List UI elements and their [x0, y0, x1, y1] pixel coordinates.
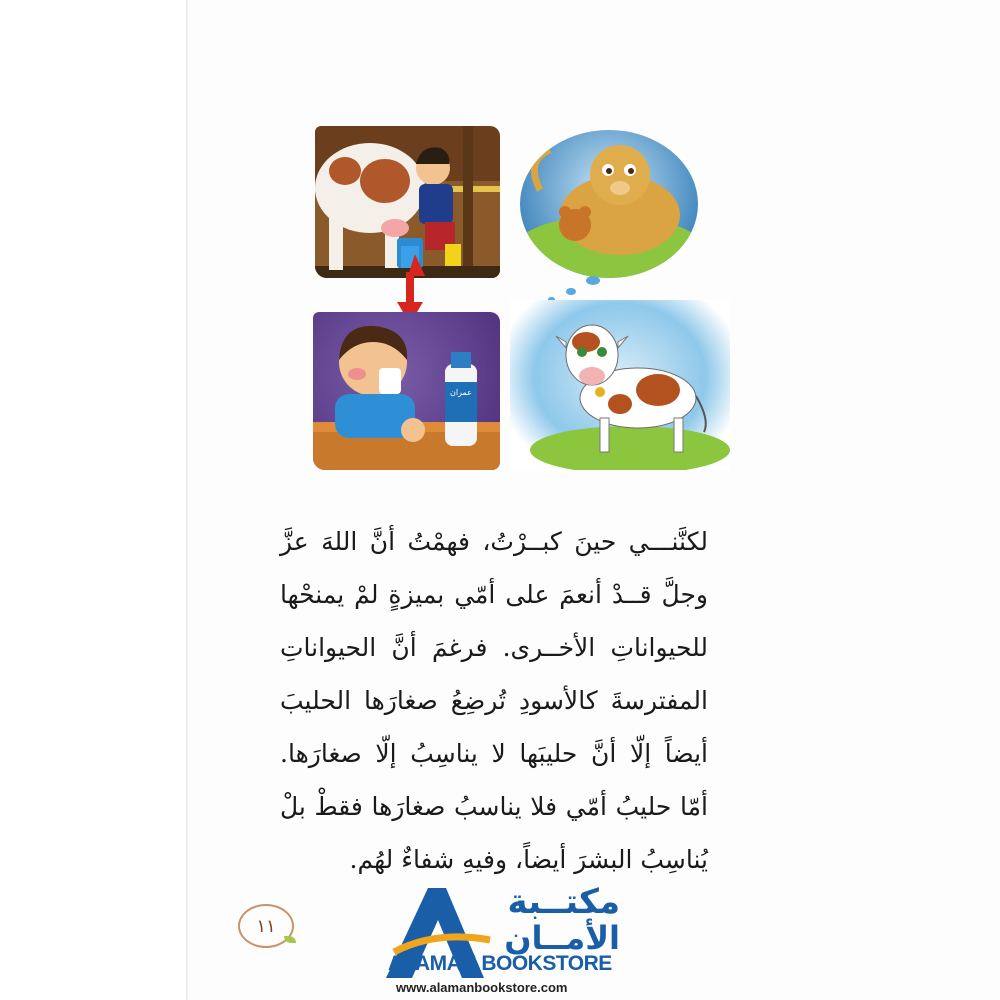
milk-bottle-label: عمران — [450, 388, 472, 397]
text-line: وجلَّ قــدْ أنعمَ على أمّي بميزةٍ لمْ يمنحْها — [280, 580, 708, 609]
logo-arabic-line1: مكتــبة — [507, 882, 620, 922]
illustration-lioness-and-cub — [520, 130, 698, 278]
logo-english-name: ALAMAN BOOKSTORE — [388, 952, 612, 975]
text-line: يُناسِبُ البشرَ أيضاً، وفيهِ شفاءٌ لهُم. — [349, 845, 708, 874]
text-line: أيضاً إلّا أنَّ حليبَها لا يناسِبُ إلّا صغارَها. — [280, 739, 708, 768]
logo-arabic-line2: الأمــان — [504, 919, 620, 957]
thought-bubble — [566, 288, 576, 295]
logo-url: www.alamanbookstore.com — [396, 980, 568, 995]
text-line: المفترسةَ كالأسودِ تُرضِعُ صغارَها الحليبَ — [280, 686, 708, 715]
story-paragraph — [280, 515, 708, 886]
logo-arabic-name — [480, 884, 620, 956]
text-line: أمّا حليبُ أمّي فلا يناسبُ صغارَها فقطْ بلْ — [280, 792, 708, 821]
illustration-cow — [510, 300, 730, 470]
illustration-boy-drinking-milk — [313, 312, 500, 470]
thought-bubble — [586, 276, 600, 285]
text-line: للحيواناتِ الأخــرى. فرغمَ أنَّ الحيواناتِ — [280, 633, 708, 662]
illustration-milking-cow — [315, 126, 500, 278]
text-line: لكنَّنـــي حينَ كبــرْتُ، فهمْتُ أنَّ اللهَ عزَّ — [280, 527, 708, 556]
page-number: ١١ — [238, 904, 294, 948]
page-fold — [186, 0, 188, 1000]
